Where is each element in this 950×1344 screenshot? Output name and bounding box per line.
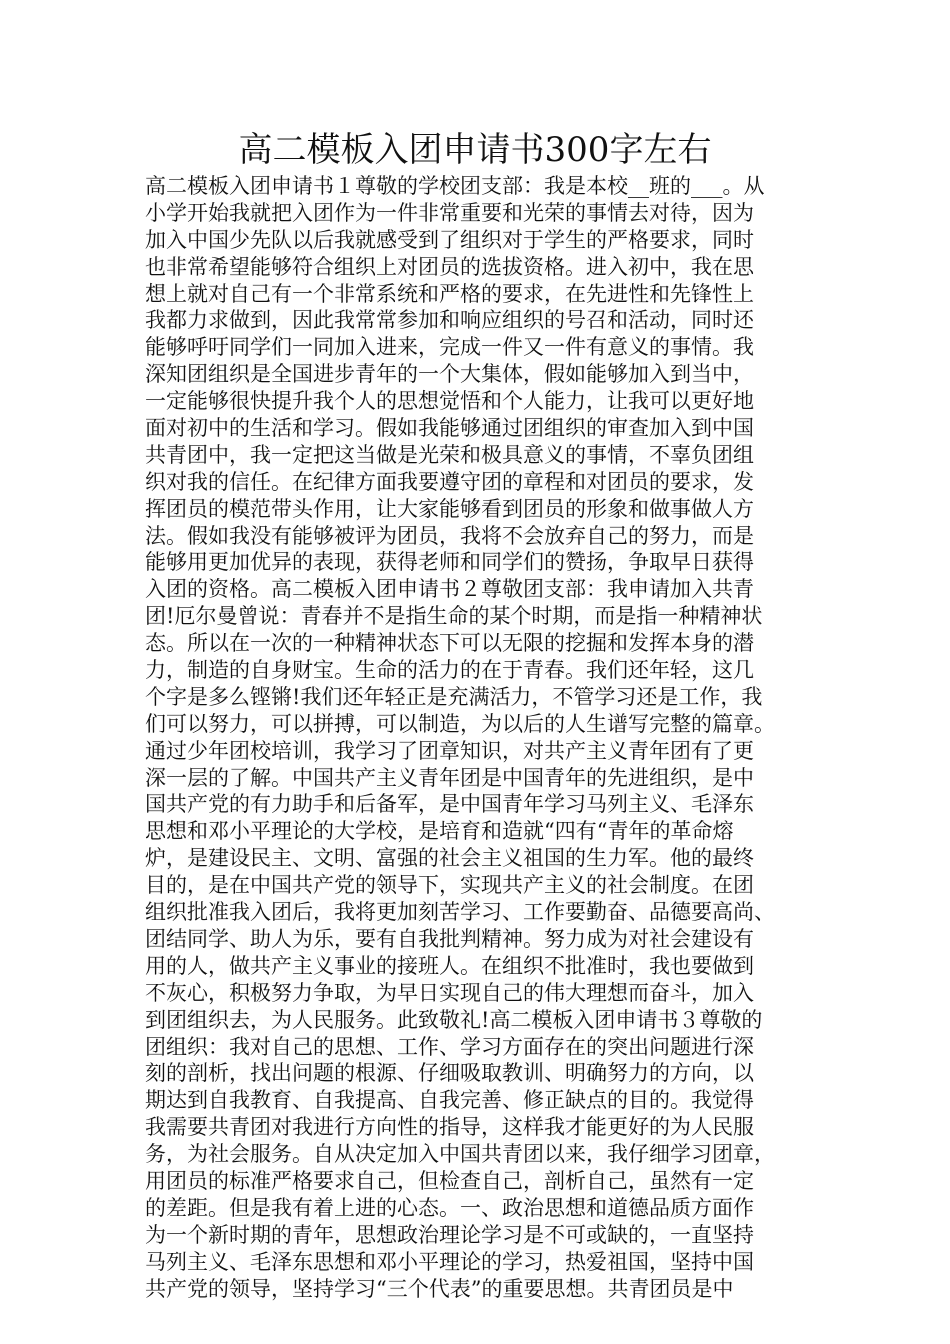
body-line: 共产党的领导，坚持学习“三个代表”的重要思想。共青团员是中 bbox=[145, 1276, 734, 1301]
body-line: 务，为社会服务。自从决定加入中国共青团以来，我仔细学习团章， bbox=[145, 1142, 775, 1167]
body-line: 能够呼吁同学们一同加入进来，完成一件又一件有意义的事情。我 bbox=[145, 335, 754, 360]
body-line: 组织批准我入团后，我将更加刻苦学习、工作要勤奋、品德要高尚、 bbox=[145, 900, 775, 925]
body-line: 个字是多么铿锵!我们还年轻正是充满活力，不管学习还是工作，我 bbox=[145, 684, 763, 709]
body-line: 态。所以在一次的一种精神状态下可以无限的挖掘和发挥本身的潜 bbox=[145, 631, 754, 656]
body-line: 马列主义、毛泽东思想和邓小平理论的学习，热爱祖国，坚持中国 bbox=[145, 1249, 754, 1274]
body-line: 期达到自我教育、自我提高、自我完善、修正缺点的目的。我觉得 bbox=[145, 1088, 754, 1113]
body-line: 一定能够很快提升我个人的思想觉悟和个人能力，让我可以更好地 bbox=[145, 389, 754, 414]
document-title: 高二模板入团申请书300字左右 bbox=[238, 130, 712, 170]
body-line: 思想和邓小平理论的大学校，是培育和造就“四有“青年的革命熔 bbox=[145, 819, 734, 844]
body-line: 团组织：我对自己的思想、工作、学习方面存在的突出问题进行深 bbox=[145, 1034, 754, 1059]
body-line: 炉，是建设民主、文明、富强的社会主义祖国的生力军。他的最终 bbox=[145, 846, 754, 871]
body-line: 力，制造的自身财宝。生命的活力的在于青春。我们还年轻，这几 bbox=[145, 658, 754, 683]
body-line: 法。假如我没有能够被评为团员，我将不会放弃自己的努力，而是 bbox=[145, 523, 754, 548]
body-line: 到团组织去，为人民服务。此致敬礼!高二模板入团申请书３尊敬的 bbox=[145, 1007, 763, 1032]
body-line: 加入中国少先队以后我就感受到了组织对于学生的严格要求，同时 bbox=[145, 227, 754, 252]
body-line: 面对初中的生活和学习。假如我能够通过团组织的审查加入到中国 bbox=[145, 416, 754, 441]
body-line: 能够用更加优异的表现，获得老师和同学们的赞扬，争取早日获得 bbox=[145, 550, 754, 575]
body-line: 团结同学、助人为乐，要有自我批判精神。努力成为对社会建设有 bbox=[145, 926, 754, 951]
body-line: 目的，是在中国共产党的领导下，实现共产主义的社会制度。在团 bbox=[145, 873, 754, 898]
body-line: 通过少年团校培训，我学习了团章知识，对共产主义青年团有了更 bbox=[145, 738, 754, 763]
body-line: 高二模板入团申请书１尊敬的学校团支部：我是本校__班的___。从 bbox=[145, 174, 765, 198]
body-line: 团!厄尔曼曾说：青春并不是指生命的某个时期，而是指一种精神状 bbox=[145, 604, 763, 629]
body-line: 刻的剖析，找出问题的根源、仔细吸取教训、明确努力的方向，以 bbox=[145, 1061, 754, 1086]
body-line: 共青团中，我一定把这当做是光荣和极具意义的事情，不辜负团组 bbox=[145, 442, 754, 467]
document-body bbox=[145, 173, 825, 1302]
body-line: 用的人，做共产主义事业的接班人。在组织不批准时，我也要做到 bbox=[145, 953, 754, 978]
body-line: 织对我的信任。在纪律方面我要遵守团的章程和对团员的要求，发 bbox=[145, 469, 754, 494]
body-line: 用团员的标准严格要求自己，但检查自己，剖析自己，虽然有一定 bbox=[145, 1168, 754, 1193]
body-line: 国共产党的有力助手和后备军，是中国青年学习马列主义、毛泽东 bbox=[145, 792, 754, 817]
body-line: 也非常希望能够符合组织上对团员的选拔资格。进入初中，我在思 bbox=[145, 254, 754, 279]
body-line: 小学开始我就把入团作为一件非常重要和光荣的事情去对待，因为 bbox=[145, 200, 754, 225]
body-line: 入团的资格。高二模板入团申请书２尊敬团支部：我申请加入共青 bbox=[145, 577, 754, 602]
body-line: 不灰心，积极努力争取，为早日实现自己的伟大理想而奋斗，加入 bbox=[145, 980, 754, 1005]
body-line: 想上就对自己有一个非常系统和严格的要求，在先进性和先锋性上 bbox=[145, 281, 754, 306]
body-line: 们可以努力，可以拼搏，可以制造，为以后的人生谱写完整的篇章。 bbox=[145, 711, 775, 736]
body-line: 的差距。但是我有着上进的心态。一、政治思想和道德品质方面作 bbox=[145, 1195, 754, 1220]
body-line: 深一层的了解。中国共产主义青年团是中国青年的先进组织，是中 bbox=[145, 765, 754, 790]
body-line: 挥团员的模范带头作用，让大家能够看到团员的形象和做事做人方 bbox=[145, 496, 754, 521]
body-line: 为一个新时期的青年，思想政治理论学习是不可或缺的，一直坚持 bbox=[145, 1222, 754, 1247]
body-line: 我需要共青团对我进行方向性的指导，这样我才能更好的为人民服 bbox=[145, 1115, 754, 1140]
body-line: 深知团组织是全国进步青年的一个大集体，假如能够加入到当中， bbox=[145, 362, 754, 387]
body-line: 我都力求做到，因此我常常参加和响应组织的号召和活动，同时还 bbox=[145, 308, 754, 333]
